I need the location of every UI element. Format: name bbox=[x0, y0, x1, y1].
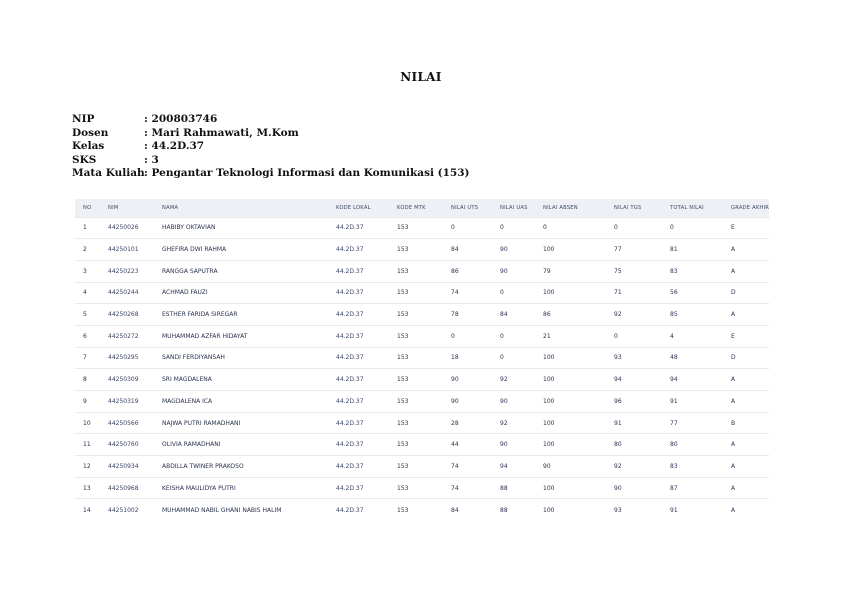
cell-total-nilai: 91 bbox=[662, 391, 723, 413]
info-value: : Mari Rahmawati, M.Kom bbox=[144, 126, 299, 139]
table-row bbox=[75, 434, 769, 456]
cell-kode-lokal: 44.2D.37 bbox=[328, 369, 389, 391]
cell-nim: 44250309 bbox=[100, 369, 154, 391]
cell-no: 4 bbox=[75, 282, 100, 304]
cell-total-nilai: 80 bbox=[662, 434, 723, 456]
cell-nama: MUHAMMAD NABIL GHANI NABIS HALIM bbox=[154, 499, 328, 521]
cell-nim: 44250223 bbox=[100, 260, 154, 282]
cell-no: 12 bbox=[75, 456, 100, 478]
cell-grade-akhir: A bbox=[723, 369, 769, 391]
cell-nama: MUHAMMAD AZFAR HIDAYAT bbox=[154, 325, 328, 347]
cell-nilai-absen: 100 bbox=[535, 369, 606, 391]
cell-kode-mtk: 153 bbox=[389, 456, 443, 478]
cell-total-nilai: 56 bbox=[662, 282, 723, 304]
cell-nilai-uts: 84 bbox=[443, 499, 492, 521]
cell-nim: 44250026 bbox=[100, 217, 154, 239]
cell-kode-mtk: 153 bbox=[389, 260, 443, 282]
cell-nama: MAGDALENA ICA bbox=[154, 391, 328, 413]
cell-nilai-absen: 100 bbox=[535, 477, 606, 499]
column-header-kode-mtk: KODE MTK bbox=[397, 204, 426, 211]
cell-nilai-absen: 100 bbox=[535, 282, 606, 304]
cell-nama: HABIBY OKTAVIAN bbox=[154, 217, 328, 239]
cell-nilai-uas: 0 bbox=[492, 282, 535, 304]
cell-kode-mtk: 153 bbox=[389, 434, 443, 456]
cell-nama: KEISHA MAULIDYA PUTRI bbox=[154, 477, 328, 499]
cell-nilai-uts: 78 bbox=[443, 304, 492, 326]
cell-no: 3 bbox=[75, 260, 100, 282]
cell-nilai-tgs: 93 bbox=[606, 499, 662, 521]
cell-nim: 44250934 bbox=[100, 456, 154, 478]
cell-nim: 44250101 bbox=[100, 239, 154, 261]
cell-total-nilai: 83 bbox=[662, 456, 723, 478]
cell-nama: RANGGA SAPUTRA bbox=[154, 260, 328, 282]
cell-kode-mtk: 153 bbox=[389, 391, 443, 413]
info-row-dosen bbox=[72, 127, 470, 141]
cell-nim: 44250244 bbox=[100, 282, 154, 304]
cell-no: 1 bbox=[75, 217, 100, 239]
info-label: Kelas bbox=[72, 140, 105, 152]
cell-nim: 44250760 bbox=[100, 434, 154, 456]
cell-kode-lokal: 44.2D.37 bbox=[328, 347, 389, 369]
table-row bbox=[75, 369, 769, 391]
cell-nilai-uas: 0 bbox=[492, 347, 535, 369]
cell-kode-mtk: 153 bbox=[389, 499, 443, 521]
cell-total-nilai: 83 bbox=[662, 260, 723, 282]
column-header-grade-akhir: GRADE AKHIR bbox=[731, 204, 769, 211]
column-header-nilai-uas: NILAI UAS bbox=[500, 204, 528, 211]
cell-no: 9 bbox=[75, 391, 100, 413]
column-header-nim: NIM bbox=[108, 204, 119, 211]
cell-nilai-uas: 88 bbox=[492, 499, 535, 521]
cell-kode-mtk: 153 bbox=[389, 217, 443, 239]
cell-no: 8 bbox=[75, 369, 100, 391]
cell-nilai-uts: 84 bbox=[443, 239, 492, 261]
cell-kode-lokal: 44.2D.37 bbox=[328, 412, 389, 434]
cell-grade-akhir: A bbox=[723, 499, 769, 521]
cell-nilai-tgs: 90 bbox=[606, 477, 662, 499]
column-header-nilai-uts: NILAI UTS bbox=[451, 204, 479, 211]
cell-nilai-absen: 100 bbox=[535, 499, 606, 521]
cell-kode-mtk: 153 bbox=[389, 282, 443, 304]
cell-nim: 44250295 bbox=[100, 347, 154, 369]
table-row bbox=[75, 477, 769, 499]
cell-kode-lokal: 44.2D.37 bbox=[328, 217, 389, 239]
info-value: : 44.2D.37 bbox=[144, 140, 205, 152]
cell-nama: OLIVIA RAMADHANI bbox=[154, 434, 328, 456]
cell-total-nilai: 87 bbox=[662, 477, 723, 499]
cell-kode-lokal: 44.2D.37 bbox=[328, 499, 389, 521]
cell-grade-akhir: A bbox=[723, 304, 769, 326]
table-row bbox=[75, 347, 769, 369]
cell-nilai-uas: 84 bbox=[492, 304, 535, 326]
cell-kode-lokal: 44.2D.37 bbox=[328, 456, 389, 478]
cell-kode-lokal: 44.2D.37 bbox=[328, 282, 389, 304]
cell-no: 6 bbox=[75, 325, 100, 347]
cell-nilai-uas: 90 bbox=[492, 260, 535, 282]
cell-no: 13 bbox=[75, 477, 100, 499]
cell-kode-mtk: 153 bbox=[389, 325, 443, 347]
info-row-kelas bbox=[72, 140, 470, 154]
cell-kode-lokal: 44.2D.37 bbox=[328, 391, 389, 413]
cell-kode-mtk: 153 bbox=[389, 369, 443, 391]
cell-nilai-uts: 74 bbox=[443, 456, 492, 478]
info-label: SKS bbox=[72, 153, 97, 166]
cell-nilai-tgs: 94 bbox=[606, 369, 662, 391]
cell-grade-akhir: A bbox=[723, 477, 769, 499]
cell-nilai-tgs: 80 bbox=[606, 434, 662, 456]
cell-nilai-uts: 44 bbox=[443, 434, 492, 456]
column-header-nama: NAMA bbox=[162, 204, 179, 211]
cell-no: 11 bbox=[75, 434, 100, 456]
cell-nama: NAJWA PUTRI RAMADHANI bbox=[154, 412, 328, 434]
cell-nilai-uts: 90 bbox=[443, 391, 492, 413]
cell-grade-akhir: A bbox=[723, 456, 769, 478]
cell-nim: 44250268 bbox=[100, 304, 154, 326]
cell-grade-akhir: B bbox=[723, 412, 769, 434]
cell-grade-akhir: A bbox=[723, 391, 769, 413]
cell-total-nilai: 94 bbox=[662, 369, 723, 391]
page-title: NILAI bbox=[400, 70, 442, 84]
cell-kode-lokal: 44.2D.37 bbox=[328, 325, 389, 347]
cell-nilai-absen: 100 bbox=[535, 239, 606, 261]
column-header-nilai-tgs: NILAI TGS bbox=[614, 204, 642, 211]
table-row bbox=[75, 304, 769, 326]
cell-grade-akhir: D bbox=[723, 347, 769, 369]
cell-nilai-uts: 86 bbox=[443, 260, 492, 282]
column-header-no: NO bbox=[83, 204, 92, 211]
info-label: Dosen bbox=[72, 126, 109, 139]
cell-kode-mtk: 153 bbox=[389, 347, 443, 369]
cell-kode-mtk: 153 bbox=[389, 304, 443, 326]
header-row bbox=[75, 199, 769, 217]
cell-nim: 44250566 bbox=[100, 412, 154, 434]
cell-nilai-uas: 92 bbox=[492, 412, 535, 434]
cell-nilai-absen: 100 bbox=[535, 412, 606, 434]
cell-nama: GHEFIRA DWI RAHMA bbox=[154, 239, 328, 261]
cell-nilai-uts: 74 bbox=[443, 477, 492, 499]
cell-kode-lokal: 44.2D.37 bbox=[328, 434, 389, 456]
cell-nilai-absen: 79 bbox=[535, 260, 606, 282]
cell-kode-mtk: 153 bbox=[389, 477, 443, 499]
cell-nilai-uts: 0 bbox=[443, 325, 492, 347]
column-header-total-nilai: TOTAL NILAI bbox=[670, 204, 704, 211]
cell-nim: 44250319 bbox=[100, 391, 154, 413]
table-row bbox=[75, 260, 769, 282]
table-row bbox=[75, 282, 769, 304]
cell-nilai-uts: 0 bbox=[443, 217, 492, 239]
cell-nilai-tgs: 0 bbox=[606, 325, 662, 347]
cell-nilai-uas: 94 bbox=[492, 456, 535, 478]
cell-nilai-uts: 90 bbox=[443, 369, 492, 391]
info-value: : Pengantar Teknologi Informasi dan Komunikasi (153) bbox=[144, 167, 470, 179]
cell-nilai-absen: 100 bbox=[535, 434, 606, 456]
cell-nilai-tgs: 91 bbox=[606, 412, 662, 434]
cell-kode-lokal: 44.2D.37 bbox=[328, 304, 389, 326]
cell-total-nilai: 0 bbox=[662, 217, 723, 239]
cell-total-nilai: 91 bbox=[662, 499, 723, 521]
cell-nim: 44251002 bbox=[100, 499, 154, 521]
info-label: NIP bbox=[72, 113, 95, 125]
cell-nilai-tgs: 92 bbox=[606, 456, 662, 478]
cell-nilai-tgs: 96 bbox=[606, 391, 662, 413]
cell-kode-mtk: 153 bbox=[389, 412, 443, 434]
cell-nilai-tgs: 71 bbox=[606, 282, 662, 304]
cell-grade-akhir: E bbox=[723, 217, 769, 239]
cell-nilai-uas: 90 bbox=[492, 391, 535, 413]
cell-total-nilai: 48 bbox=[662, 347, 723, 369]
cell-nilai-absen: 21 bbox=[535, 325, 606, 347]
cell-nama: SRI MAGDALENA bbox=[154, 369, 328, 391]
cell-nilai-uas: 0 bbox=[492, 217, 535, 239]
table-row bbox=[75, 391, 769, 413]
table-row bbox=[75, 456, 769, 478]
course-info bbox=[72, 113, 470, 181]
grades-table-container bbox=[75, 199, 769, 523]
cell-kode-mtk: 153 bbox=[389, 239, 443, 261]
cell-nilai-tgs: 93 bbox=[606, 347, 662, 369]
cell-nilai-absen: 90 bbox=[535, 456, 606, 478]
info-row-mata-kuliah bbox=[72, 167, 470, 181]
info-value: : 3 bbox=[144, 153, 159, 166]
cell-nilai-absen: 100 bbox=[535, 347, 606, 369]
cell-kode-lokal: 44.2D.37 bbox=[328, 477, 389, 499]
cell-nilai-tgs: 77 bbox=[606, 239, 662, 261]
cell-nilai-tgs: 75 bbox=[606, 260, 662, 282]
cell-total-nilai: 77 bbox=[662, 412, 723, 434]
cell-nilai-uas: 0 bbox=[492, 325, 535, 347]
cell-nilai-uas: 90 bbox=[492, 434, 535, 456]
cell-grade-akhir: A bbox=[723, 260, 769, 282]
cell-nilai-uts: 18 bbox=[443, 347, 492, 369]
cell-nim: 44250272 bbox=[100, 325, 154, 347]
cell-total-nilai: 81 bbox=[662, 239, 723, 261]
cell-nim: 44250968 bbox=[100, 477, 154, 499]
cell-grade-akhir: A bbox=[723, 239, 769, 261]
cell-nilai-absen: 86 bbox=[535, 304, 606, 326]
cell-nilai-absen: 0 bbox=[535, 217, 606, 239]
info-row-nip bbox=[72, 113, 470, 127]
info-value: : 200803746 bbox=[144, 113, 218, 125]
cell-nilai-uas: 92 bbox=[492, 369, 535, 391]
cell-nilai-absen: 100 bbox=[535, 391, 606, 413]
cell-no: 5 bbox=[75, 304, 100, 326]
cell-nilai-uas: 90 bbox=[492, 239, 535, 261]
info-label: Mata Kuliah bbox=[72, 167, 145, 179]
table-row bbox=[75, 325, 769, 347]
table-body bbox=[75, 217, 769, 521]
cell-no: 14 bbox=[75, 499, 100, 521]
cell-total-nilai: 85 bbox=[662, 304, 723, 326]
info-row-sks bbox=[72, 154, 470, 168]
table-row bbox=[75, 499, 769, 521]
cell-grade-akhir: A bbox=[723, 434, 769, 456]
cell-nama: ABDILLA TWINER PRAKOSO bbox=[154, 456, 328, 478]
cell-total-nilai: 4 bbox=[662, 325, 723, 347]
cell-no: 7 bbox=[75, 347, 100, 369]
table-row bbox=[75, 412, 769, 434]
grades-table bbox=[75, 199, 769, 521]
column-header-nilai-absen: NILAI ABSEN bbox=[543, 204, 578, 211]
table-row bbox=[75, 239, 769, 261]
cell-nilai-uts: 28 bbox=[443, 412, 492, 434]
cell-nama: ACHMAD FAUZI bbox=[154, 282, 328, 304]
cell-grade-akhir: E bbox=[723, 325, 769, 347]
table-row bbox=[75, 217, 769, 239]
cell-nilai-uts: 74 bbox=[443, 282, 492, 304]
cell-nama: SANDI FERDIYANSAH bbox=[154, 347, 328, 369]
table-header bbox=[75, 199, 769, 217]
cell-no: 10 bbox=[75, 412, 100, 434]
cell-nilai-tgs: 0 bbox=[606, 217, 662, 239]
cell-nama: ESTHER FARIDA SIREGAR bbox=[154, 304, 328, 326]
column-header-kode-lokal: KODE LOKAL bbox=[336, 204, 371, 211]
cell-grade-akhir: D bbox=[723, 282, 769, 304]
cell-kode-lokal: 44.2D.37 bbox=[328, 239, 389, 261]
cell-no: 2 bbox=[75, 239, 100, 261]
cell-nilai-tgs: 92 bbox=[606, 304, 662, 326]
cell-nilai-uas: 88 bbox=[492, 477, 535, 499]
cell-kode-lokal: 44.2D.37 bbox=[328, 260, 389, 282]
